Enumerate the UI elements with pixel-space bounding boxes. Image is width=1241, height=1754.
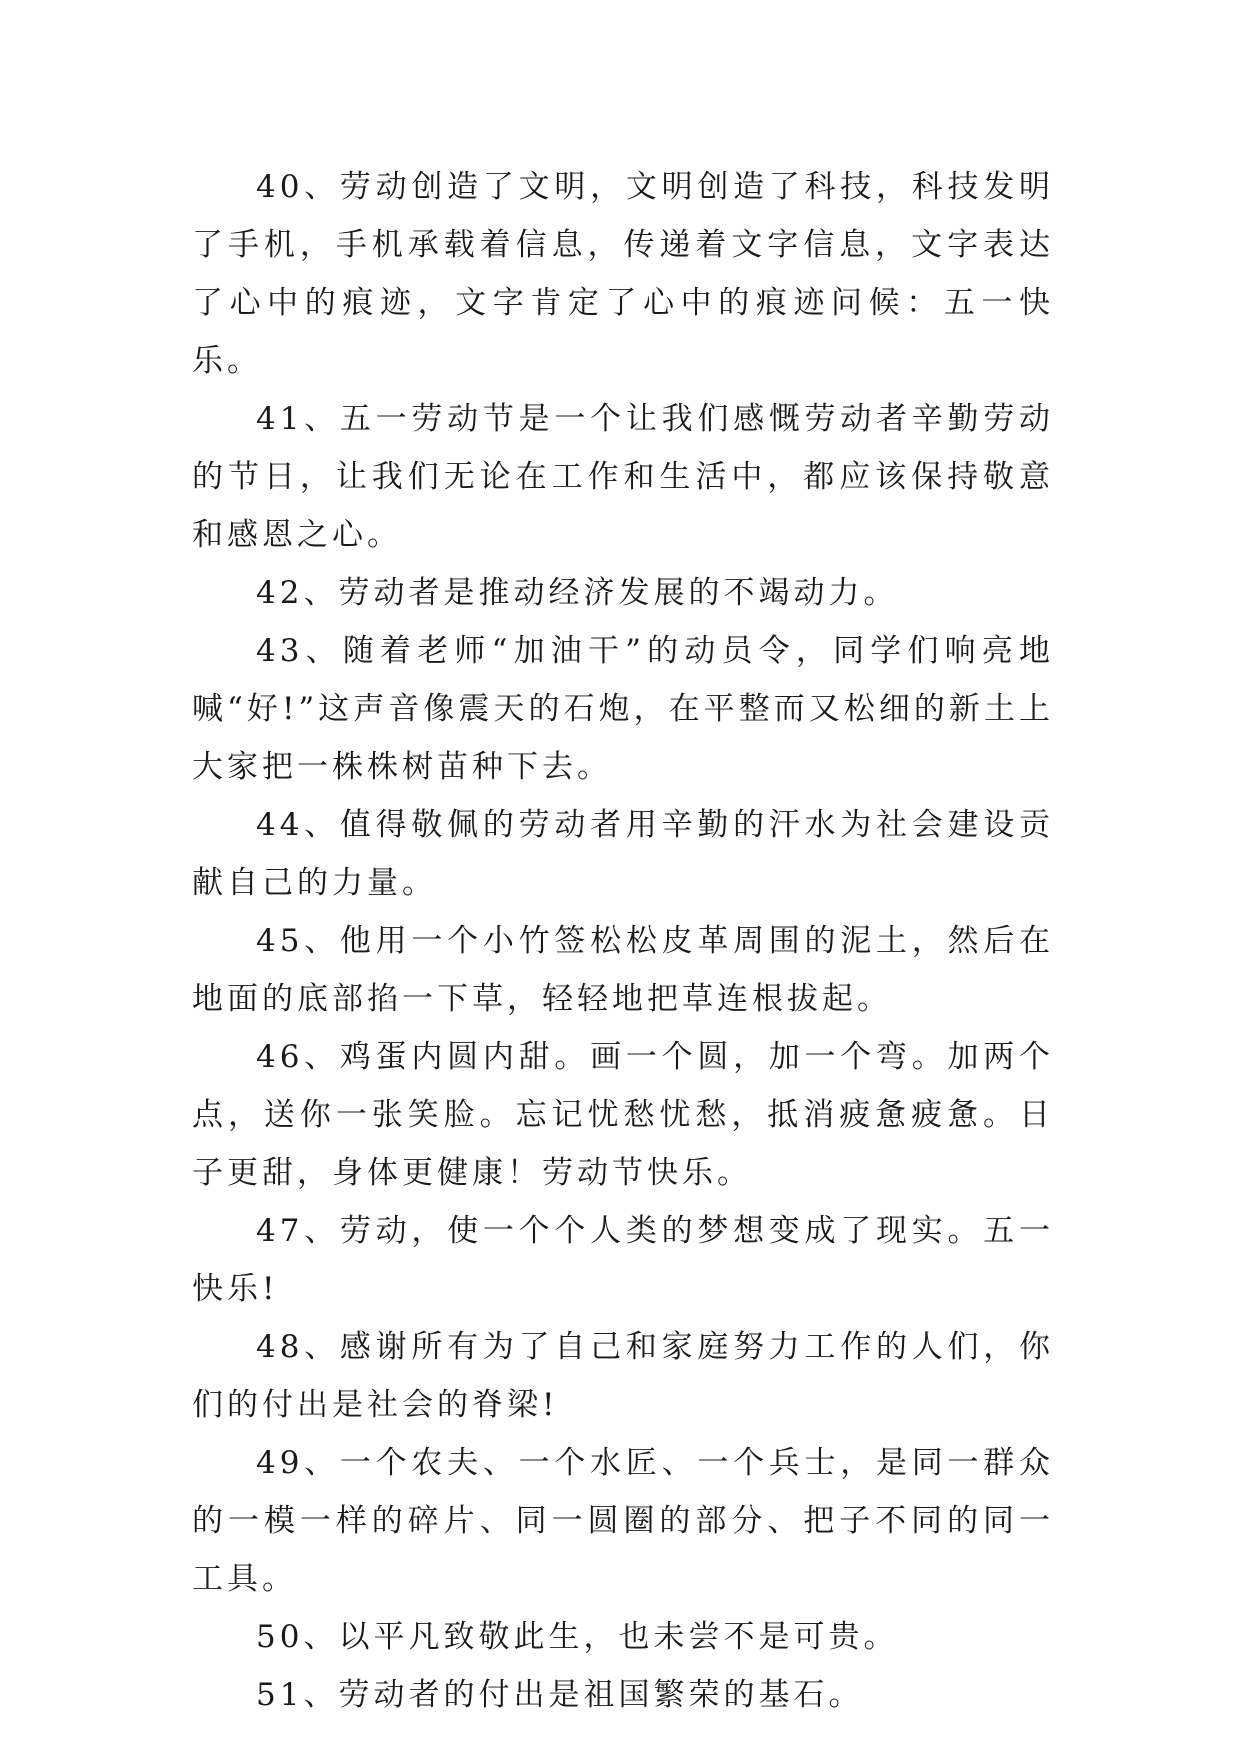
paragraph-41: 41、五一劳动节是一个让我们感慨劳动者辛勤劳动的节日，让我们无论在工作和生活中，都应该保持敬意和感恩之心。	[192, 401, 1054, 553]
paragraph-49: 49、一个农夫、一个水匠、一个兵士，是同一群众的一模一样的碎片、同一圆圈的部分、把子不同的同一工具。	[192, 1445, 1054, 1597]
document-body	[192, 158, 1054, 1724]
paragraph-47: 47、劳动，使一个个人类的梦想变成了现实。五一快乐!	[192, 1213, 1054, 1307]
paragraph-44: 44、值得敬佩的劳动者用辛勤的汗水为社会建设贡献自己的力量。	[192, 807, 1054, 901]
paragraph-46: 46、鸡蛋内圆内甜。画一个圆，加一个弯。加两个点，送你一张笑脸。忘记忧愁忧愁，抵消疲惫疲惫。日子更甜，身体更健康！劳动节快乐。	[192, 1039, 1054, 1191]
paragraph-43: 43、随着老师“加油干”的动员令，同学们响亮地喊“好!”这声音像震天的石炮，在平整而又松细的新土上大家把一株株树苗种下去。	[192, 633, 1054, 785]
paragraph-42: 42、劳动者是推动经济发展的不竭动力。	[256, 575, 899, 611]
paragraph-51: 51、劳动者的付出是祖国繁荣的基石。	[256, 1677, 864, 1713]
paragraph-45: 45、他用一个小竹签松松皮革周围的泥土，然后在地面的底部掐一下草，轻轻地把草连根拔起。	[192, 923, 1054, 1017]
paragraph-50: 50、以平凡致敬此生，也未尝不是可贵。	[256, 1619, 899, 1655]
paragraph-40: 40、劳动创造了文明，文明创造了科技，科技发明了手机，手机承载着信息，传递着文字信息，文字表达了心中的痕迹，文字肯定了心中的痕迹问候：五一快乐。	[192, 169, 1054, 379]
paragraph-48: 48、感谢所有为了自己和家庭努力工作的人们，你们的付出是社会的脊梁!	[192, 1329, 1054, 1423]
